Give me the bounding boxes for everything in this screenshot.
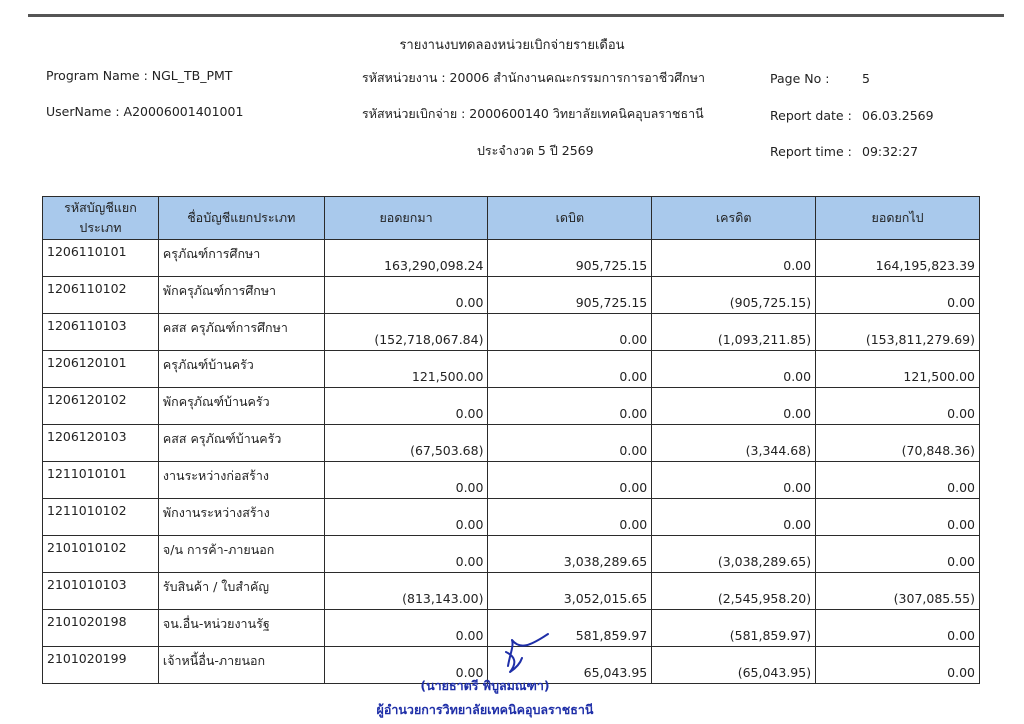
- opening-balance-cell: 163,290,098.24: [324, 240, 488, 277]
- credit-cell: (581,859.97): [652, 610, 816, 647]
- account-name-cell: เจ้าหนี้อื่น-ภายนอก: [158, 647, 324, 684]
- closing-balance-cell: (70,848.36): [816, 425, 980, 462]
- credit-cell: (65,043.95): [652, 647, 816, 684]
- account-name-cell: พักครุภัณฑ์บ้านครัว: [158, 388, 324, 425]
- signature-block: [360, 676, 610, 720]
- report-period: ประจำงวด 5 ปี 2569: [477, 143, 594, 158]
- handwritten-signature: [500, 632, 560, 676]
- header-credit: เครดิต: [652, 197, 816, 240]
- account-name-cell: งานระหว่างก่อสร้าง: [158, 462, 324, 499]
- credit-cell: 0.00: [652, 351, 816, 388]
- credit-cell: (3,344.68): [652, 425, 816, 462]
- account-name-cell: ครุภัณฑ์การศึกษา: [158, 240, 324, 277]
- account-name-cell: จ/น การค้า-ภายนอก: [158, 536, 324, 573]
- opening-balance-cell: 0.00: [324, 610, 488, 647]
- account-name-cell: พักงานระหว่างสร้าง: [158, 499, 324, 536]
- closing-balance-cell: 0.00: [816, 647, 980, 684]
- account-code-cell: 1206110103: [43, 314, 159, 351]
- credit-cell: (905,725.15): [652, 277, 816, 314]
- closing-balance-cell: 0.00: [816, 388, 980, 425]
- closing-balance-cell: 0.00: [816, 277, 980, 314]
- account-name-cell: คสส ครุภัณฑ์การศึกษา: [158, 314, 324, 351]
- report-date: 06.03.2569: [862, 108, 934, 123]
- account-name-cell: พักครุภัณฑ์การศึกษา: [158, 277, 324, 314]
- report-time: 09:32:27: [862, 144, 919, 159]
- account-code-cell: 1206110102: [43, 277, 159, 314]
- opening-balance-cell: 0.00: [324, 536, 488, 573]
- opening-balance-cell: 0.00: [324, 388, 488, 425]
- debit-cell: 0.00: [488, 351, 652, 388]
- closing-balance-cell: (153,811,279.69): [816, 314, 980, 351]
- account-code-cell: 2101010102: [43, 536, 159, 573]
- header-closing-balance: ยอดยกไป: [816, 197, 980, 240]
- account-name-cell: คสส ครุภัณฑ์บ้านครัว: [158, 425, 324, 462]
- table-row: [43, 388, 980, 425]
- closing-balance-cell: (307,085.55): [816, 573, 980, 610]
- account-code-cell: 1206110101: [43, 240, 159, 277]
- table-row: [43, 314, 980, 351]
- credit-cell: (3,038,289.65): [652, 536, 816, 573]
- credit-cell: (2,545,958.20): [652, 573, 816, 610]
- table-body: [43, 240, 980, 684]
- closing-balance-cell: 164,195,823.39: [816, 240, 980, 277]
- closing-balance-cell: 0.00: [816, 610, 980, 647]
- page-label: Page No :: [770, 71, 830, 86]
- report-title: รายงานงบทดลองหน่วยเบิกจ่ายรายเดือน: [399, 38, 625, 53]
- account-code-cell: 2101020198: [43, 610, 159, 647]
- debit-cell: 0.00: [488, 314, 652, 351]
- header-opening-balance: ยอดยกมา: [324, 197, 488, 240]
- account-code-cell: 2101020199: [43, 647, 159, 684]
- page-number: 5: [862, 71, 870, 86]
- report-date-label: Report date :: [770, 108, 852, 123]
- debit-cell: 3,038,289.65: [488, 536, 652, 573]
- debit-cell: 905,725.15: [488, 240, 652, 277]
- credit-cell: 0.00: [652, 240, 816, 277]
- opening-balance-cell: (67,503.68): [324, 425, 488, 462]
- opening-balance-cell: 0.00: [324, 647, 488, 684]
- disbursing-unit: รหัสหน่วยเบิกจ่าย : 2000600140 วิทยาลัยเทคนิคอุบลราชธานี: [362, 106, 704, 121]
- debit-cell: 581,859.97: [488, 610, 652, 647]
- account-code-cell: 2101010103: [43, 573, 159, 610]
- table-row: [43, 351, 980, 388]
- table-row: [43, 573, 980, 610]
- top-rule: [28, 14, 1004, 17]
- credit-cell: 0.00: [652, 388, 816, 425]
- table-row: [43, 277, 980, 314]
- account-code-cell: 1211010101: [43, 462, 159, 499]
- opening-balance-cell: (152,718,067.84): [324, 314, 488, 351]
- header-account-code: รหัสบัญชีแยกประเภท: [43, 197, 159, 240]
- table-row: [43, 240, 980, 277]
- credit-cell: 0.00: [652, 499, 816, 536]
- signatory-name: (นายธาตรี พิบูลมณฑา): [420, 678, 550, 693]
- debit-cell: 0.00: [488, 462, 652, 499]
- header-debit: เดบิต: [488, 197, 652, 240]
- account-code-cell: 1206120101: [43, 351, 159, 388]
- account-code-cell: 1206120102: [43, 388, 159, 425]
- user-name: UserName : A20006001401001: [46, 104, 244, 119]
- debit-cell: 3,052,015.65: [488, 573, 652, 610]
- signatory-position: ผู้อำนวยการวิทยาลัยเทคนิคอุบลราชธานี: [376, 702, 594, 717]
- opening-balance-cell: (813,143.00): [324, 573, 488, 610]
- debit-cell: 905,725.15: [488, 277, 652, 314]
- table-row: [43, 425, 980, 462]
- closing-balance-cell: 121,500.00: [816, 351, 980, 388]
- credit-cell: 0.00: [652, 462, 816, 499]
- debit-cell: 0.00: [488, 425, 652, 462]
- account-code-cell: 1211010102: [43, 499, 159, 536]
- debit-cell: 0.00: [488, 388, 652, 425]
- closing-balance-cell: 0.00: [816, 536, 980, 573]
- trial-balance-table: [42, 196, 980, 684]
- opening-balance-cell: 0.00: [324, 277, 488, 314]
- closing-balance-cell: 0.00: [816, 499, 980, 536]
- report-time-label: Report time :: [770, 144, 852, 159]
- header-account-name: ชื่อบัญชีแยกประเภท: [158, 197, 324, 240]
- account-name-cell: รับสินค้า / ใบสำคัญ: [158, 573, 324, 610]
- account-name-cell: ครุภัณฑ์บ้านครัว: [158, 351, 324, 388]
- account-name-cell: จน.อื่น-หน่วยงานรัฐ: [158, 610, 324, 647]
- closing-balance-cell: 0.00: [816, 462, 980, 499]
- debit-cell: 0.00: [488, 499, 652, 536]
- opening-balance-cell: 121,500.00: [324, 351, 488, 388]
- opening-balance-cell: 0.00: [324, 462, 488, 499]
- credit-cell: (1,093,211.85): [652, 314, 816, 351]
- debit-cell: 65,043.95: [488, 647, 652, 684]
- account-code-cell: 1206120103: [43, 425, 159, 462]
- opening-balance-cell: 0.00: [324, 499, 488, 536]
- agency-code: รหัสหน่วยงาน : 20006 สำนักงานคณะกรรมการการอาชีวศึกษา: [362, 70, 706, 85]
- table-row: [43, 462, 980, 499]
- table-header-row: [43, 197, 980, 240]
- table-row: [43, 499, 980, 536]
- table-row: [43, 536, 980, 573]
- program-name: Program Name : NGL_TB_PMT: [46, 68, 233, 83]
